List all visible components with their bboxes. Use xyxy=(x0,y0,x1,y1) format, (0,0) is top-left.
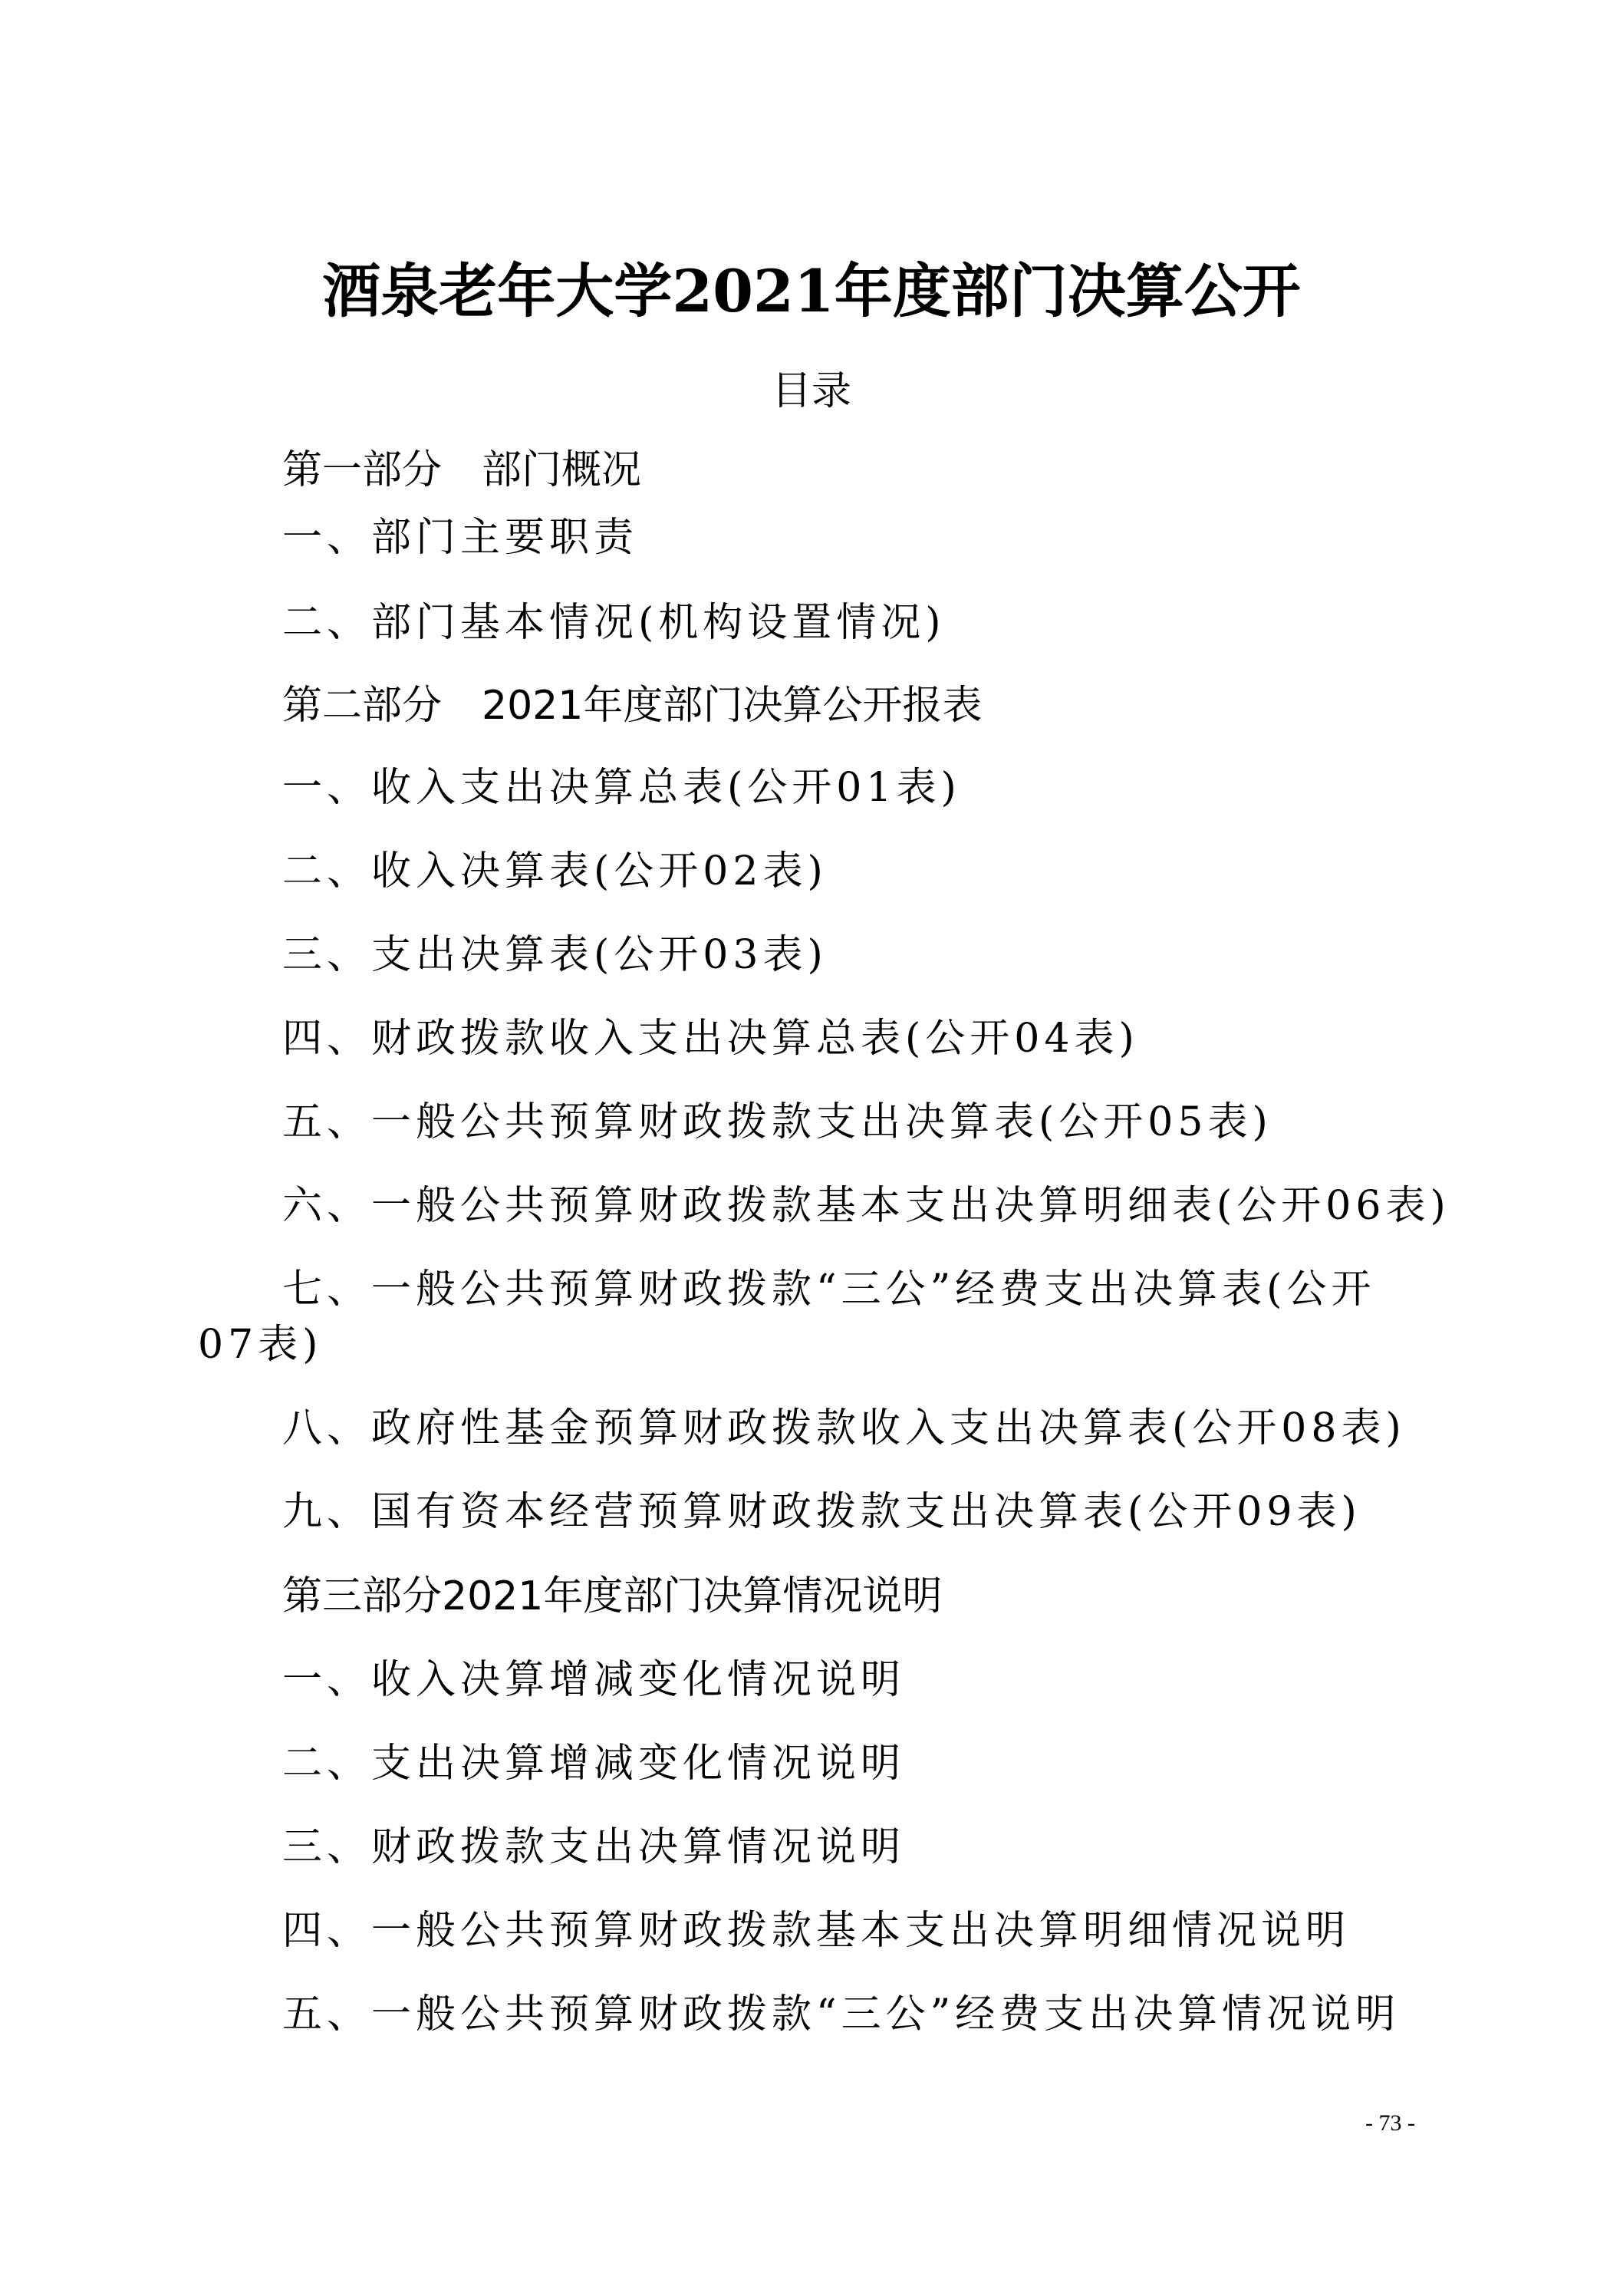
toc-item-continuation: 07表) xyxy=(198,1322,323,1368)
part2-heading: 第二部分 2021年度部门决算公开报表 xyxy=(282,683,983,729)
toc-item: 六、一般公共预算财政拨款基本支出决算明细表(公开06表) xyxy=(282,1183,1450,1229)
toc-item: 八、政府性基金预算财政拨款收入支出决算表(公开08表) xyxy=(282,1405,1406,1451)
toc-item: 二、支出决算增减变化情况说明 xyxy=(282,1741,906,1787)
toc-item: 一、部门主要职责 xyxy=(282,515,639,561)
toc-item: 五、一般公共预算财政拨款支出决算表(公开05表) xyxy=(282,1099,1272,1145)
toc-item: 四、财政拨款收入支出决算总表(公开04表) xyxy=(282,1016,1139,1062)
toc-item: 九、国有资本经营预算财政拨款支出决算表(公开09表) xyxy=(282,1489,1361,1535)
toc-item: 五、一般公共预算财政拨款“三公”经费支出决算情况说明 xyxy=(282,1991,1401,2037)
document-subtitle: 目录 xyxy=(771,368,851,414)
toc-item: 七、一般公共预算财政拨款“三公”经费支出决算表(公开 xyxy=(282,1267,1376,1313)
part3-heading: 第三部分2021年度部门决算情况说明 xyxy=(282,1573,943,1619)
toc-item: 二、部门基本情况(机构设置情况) xyxy=(282,600,946,646)
toc-item: 四、一般公共预算财政拨款基本支出决算明细情况说明 xyxy=(282,1908,1351,1954)
toc-item: 三、财政拨款支出决算情况说明 xyxy=(282,1824,906,1870)
toc-item: 一、收入决算增减变化情况说明 xyxy=(282,1657,906,1703)
page-number: - 73 - xyxy=(1365,2110,1415,2136)
part1-heading: 第一部分 部门概况 xyxy=(282,447,642,493)
document-title: 酒泉老年大学2021年度部门决算公开 xyxy=(322,257,1301,325)
toc-item: 一、收入支出决算总表(公开01表) xyxy=(282,765,961,811)
toc-item: 二、收入决算表(公开02表) xyxy=(282,848,828,894)
toc-item: 三、支出决算表(公开03表) xyxy=(282,932,828,978)
